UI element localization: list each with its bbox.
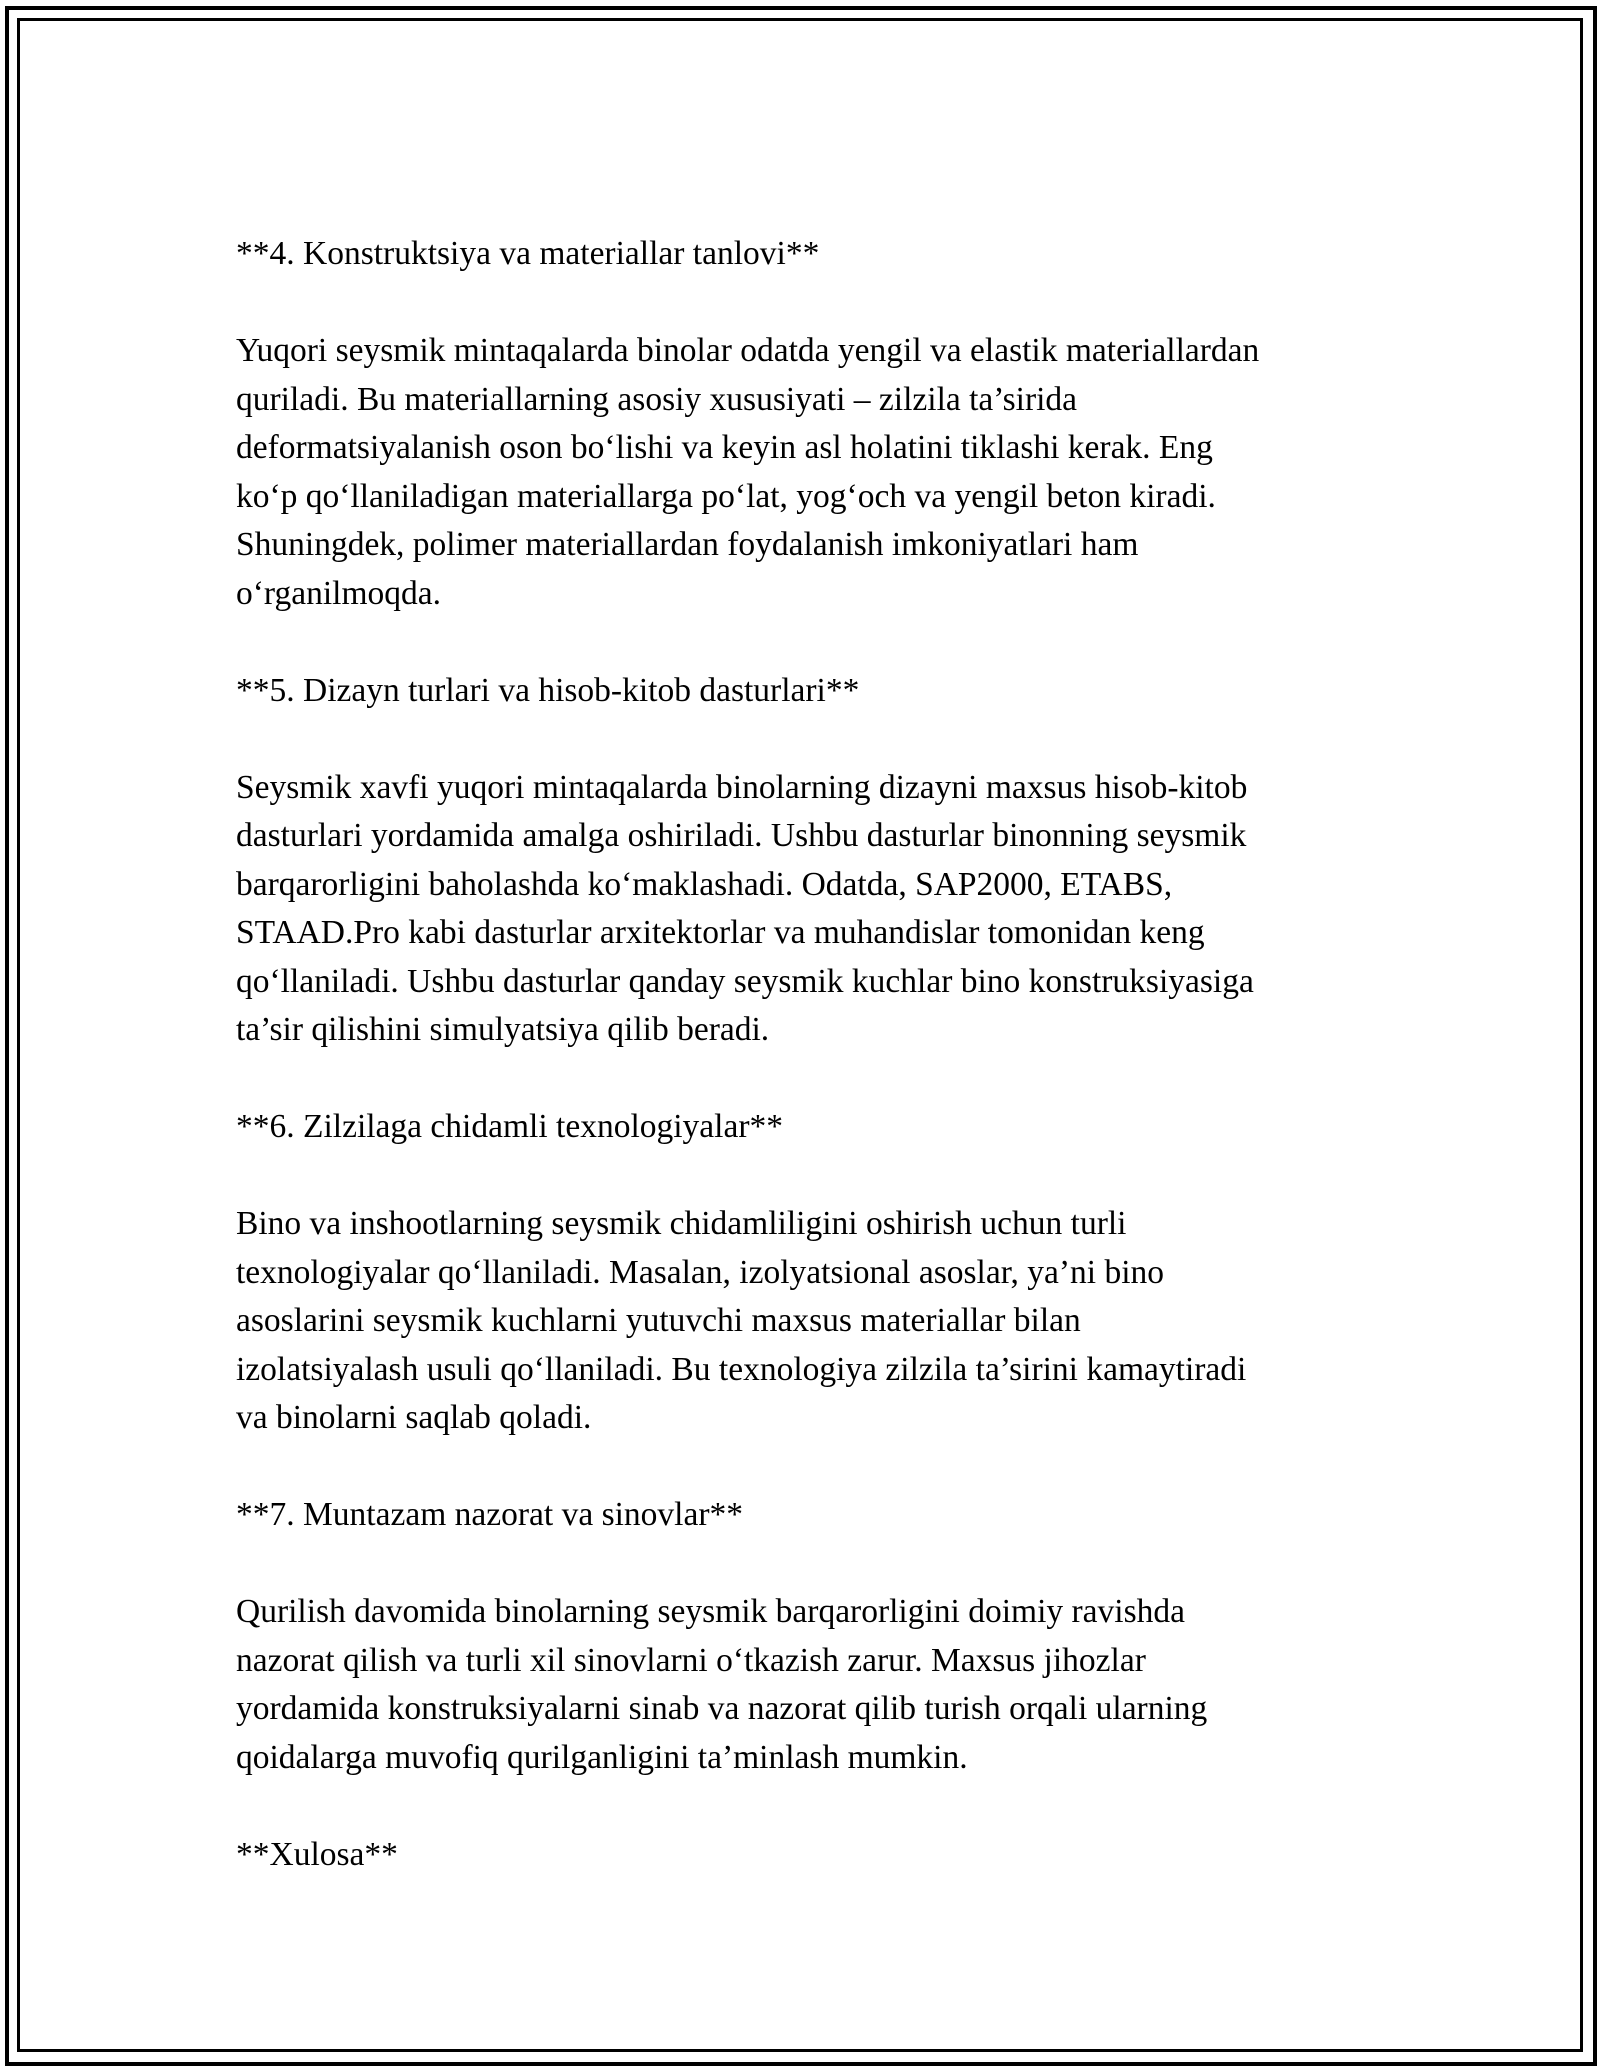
text-line: o‘rganilmoqda. [236, 574, 441, 612]
document-body [236, 230, 1386, 1879]
text-line: barqarorligini baholashda ko‘maklashadi. Odatda, SAP2000, ETABS, [236, 865, 1173, 903]
section-heading-7 [236, 1491, 1386, 1540]
paragraph-design-software [236, 764, 1386, 1055]
paragraph-inspection [236, 1588, 1386, 1782]
text-line: va binolarni saqlab qoladi. [236, 1399, 592, 1436]
section-heading-conclusion [236, 1831, 1386, 1880]
text-line: **5. Dizayn turlari va hisob-kitob dasturlari** [236, 671, 860, 709]
section-heading-4 [236, 230, 1386, 279]
text-line: Qurilish davomida binolarning seysmik barqarorligini doimiy ravishda [236, 1593, 1186, 1630]
text-line: ko‘p qo‘llaniladigan materiallarga po‘lat, yog‘och va yengil beton kiradi. [236, 477, 1216, 515]
text-line: ta’sir qilishini simulyatsiya qilib beradi. [236, 1011, 770, 1048]
text-line: Yuqori seysmik mintaqalarda binolar odatda yengil va elastik materiallardan [236, 332, 1260, 369]
text-line: yordamida konstruksiyalarni sinab va nazorat qilib turish orqali ularning [236, 1690, 1208, 1727]
text-line: STAAD.Pro kabi dasturlar arxitektorlar va muhandislar tomonidan keng [236, 914, 1205, 951]
text-line: **7. Muntazam nazorat va sinovlar** [236, 1496, 743, 1533]
section-heading-6 [236, 1103, 1386, 1152]
text-line: texnologiyalar qo‘llaniladi. Masalan, izolyatsional asoslar, ya’ni bino [236, 1253, 1165, 1291]
text-line: qo‘llaniladi. Ushbu dasturlar qanday seysmik kuchlar bino konstruksiyasiga [236, 962, 1254, 1000]
text-line: nazorat qilish va turli xil sinovlarni o‘tkazish zarur. Maxsus jihozlar [236, 1641, 1146, 1679]
paragraph-technologies [236, 1200, 1386, 1443]
text-line: **6. Zilzilaga chidamli texnologiyalar** [236, 1108, 784, 1145]
text-line: Shuningdek, polimer materiallardan foydalanish imkoniyatlari ham [236, 526, 1139, 563]
text-line: Seysmik xavfi yuqori mintaqalarda binolarning dizayni maxsus hisob-kitob [236, 768, 1248, 806]
text-line: **Xulosa** [236, 1835, 398, 1873]
section-heading-5 [236, 667, 1386, 716]
text-line: asoslarini seysmik kuchlarni yutuvchi maxsus materiallar bilan [236, 1302, 1081, 1339]
text-line: deformatsiyalanish oson bo‘lishi va keyin asl holatini tiklashi kerak. Eng [236, 429, 1213, 466]
text-line: quriladi. Bu materiallarning asosiy xususiyati – zilzila ta’sirida [236, 380, 1078, 418]
text-line: qoidalarga muvofiq qurilganligini ta’minlash mumkin. [236, 1738, 968, 1776]
text-line: Bino va inshootlarning seysmik chidamliligini oshirish uchun turli [236, 1205, 1127, 1242]
paragraph-materials [236, 327, 1386, 618]
text-line: **4. Konstruktsiya va materiallar tanlovi** [236, 235, 820, 272]
text-line: dasturlari yordamida amalga oshiriladi. Ushbu dasturlar binonning seysmik [236, 817, 1247, 854]
text-line: izolatsiyalash usuli qo‘llaniladi. Bu texnologiya zilzila ta’sirini kamaytiradi [236, 1350, 1247, 1388]
